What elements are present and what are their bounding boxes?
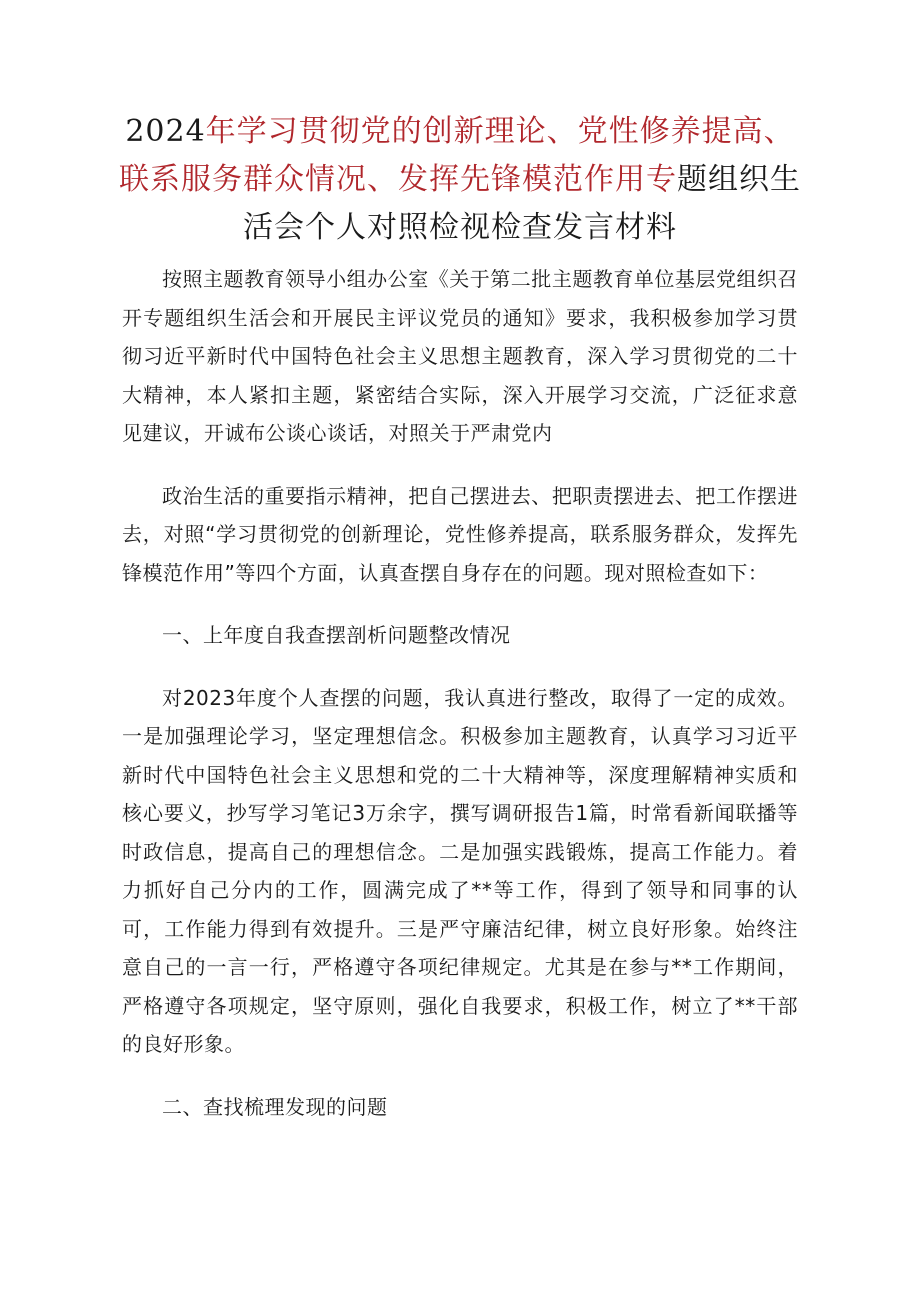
title-year: 2024 [125, 114, 206, 149]
document-title [110, 108, 810, 252]
paragraph-continuation: 政治生活的重要指示精神，把自己摆进去、把职责摆进去、把工作摆进去，对照“学习贯彻党的创新理论，党性修养提高，联系服务群众，发挥先锋模范作用”等四个方面，认真查摆自身存在的问题。现对照检查如下： [122, 483, 798, 585]
paragraph-intro: 按照主题教育领导小组办公室《关于第二批主题教育单位基层党组织召开专题组织生活会和开展民主评议党员的通知》要求，我积极参加学习贯彻习近平新时代中国特色社会主义思想主题教育，深入学习贯彻党的二十大精神，本人紧扣主题，紧密结合实际，深入开展学习交流，广泛征求意见建议，开诚布公谈心谈话，对照关于严肃党内 [122, 267, 798, 445]
paragraph-rectification: 对2023年度个人查摆的问题，我认真进行整改，取得了一定的成效。一是加强理论学习，坚定理想信念。积极参加主题教育，认真学习习近平新时代中国特色社会主义思想和党的二十大精神等，深度理解精神实质和核心要义，抄写学习笔记3万余字，撰写调研报告1篇，时常看新闻联播等时政信息，提高自己的理想信念。二是加强实践锻炼，提高工作能力。着力抓好自己分内的工作，圆满完成了**等工作，得到了领导和同事的认可，工作能力得到有效提升。三是严守廉洁纪律，树立良好形象。始终注意自己的一言一行，严格遵守各项纪律规定。尤其是在参与**工作期间，严格遵守各项规定，坚守原则，强化自我要求，积极工作，树立了**干部的良好形象。 [122, 685, 798, 1056]
title-rest-text: 题组织生活会个人对照检视检查发言材料 [243, 162, 801, 245]
title-accent-text: 年学习贯彻党的创新理论、党性修养提高、联系服务群众情况、发挥先锋模范作用专 [119, 114, 795, 197]
section-heading-1: 一、上年度自我查摆剖析问题整改情况 [162, 623, 511, 647]
section-heading-2: 二、查找梳理发现的问题 [162, 1094, 388, 1119]
document-body [122, 260, 798, 1150]
